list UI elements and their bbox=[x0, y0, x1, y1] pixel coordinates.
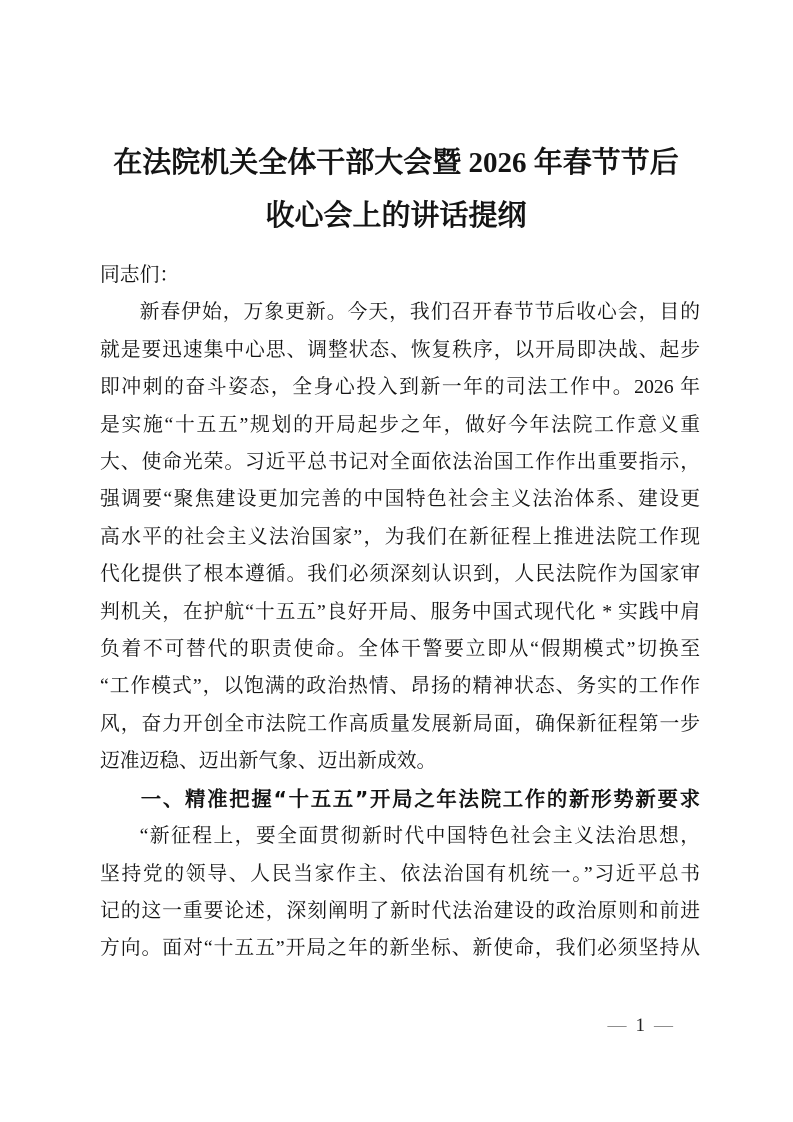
text-line: 新春伊始，万象更新。今天，我们召开春节节后收心会，目的 bbox=[139, 301, 700, 324]
text-line: 高水平的社会主义法治国家”，为我们在新征程上推进法院工作现 bbox=[100, 525, 700, 548]
page-footer bbox=[0, 1014, 673, 1038]
section-heading: 一、精准把握“十五五”开局之年法院工作的新形势新要求 bbox=[140, 786, 700, 811]
text-line: 方向。面对“十五五”开局之年的新坐标、新使命，我们必须坚持从 bbox=[100, 937, 700, 960]
text-line: 是实施“十五五”规划的开局起步之年，做好今年法院工作意义重 bbox=[100, 413, 700, 436]
text-line: 坚持党的领导、人民当家作主、依法治国有机统一。”习近平总书 bbox=[100, 862, 700, 885]
text-line: 判机关，在护航“十五五”良好开局、服务中国式现代化 * 实践中肩 bbox=[100, 600, 700, 623]
document-content bbox=[100, 257, 700, 968]
text-line: “新征程上，要全面贯彻新时代中国特色社会主义法治思想， bbox=[139, 825, 700, 848]
title-line-1: 在法院机关全体干部大会暨 2026 年春节节后 bbox=[113, 147, 679, 179]
text-line: 代化提供了根本遵循。我们必须深刻认识到，人民法院作为国家审 bbox=[100, 563, 700, 586]
text-line: “工作模式”，以饱满的政治热情、昂扬的精神状态、务实的工作作 bbox=[100, 675, 700, 698]
text-line: 大、使命光荣。习近平总书记对全面依法治国工作作出重要指示， bbox=[100, 451, 700, 474]
footer-dash-right: — bbox=[654, 1015, 673, 1036]
text-line: 负着不可替代的职责使命。全体干警要立即从“假期模式”切换至 bbox=[100, 638, 700, 661]
page-number: 1 bbox=[635, 1015, 645, 1036]
text-line: 强调要“聚焦建设更加完善的中国特色社会主义法治体系、建设更 bbox=[100, 488, 700, 511]
text-line: 就是要迅速集中心思、调整状态、恢复秩序，以开局即决战、起步 bbox=[100, 338, 700, 361]
footer-dash-left: — bbox=[607, 1015, 627, 1036]
document-title bbox=[96, 137, 696, 243]
text-line: 同志们： bbox=[100, 264, 180, 286]
text-line: 风，奋力开创全市法院工作高质量发展新局面，确保新征程第一步 bbox=[100, 712, 700, 735]
text-line: 记的这一重要论述，深刻阐明了新时代法治建设的政治原则和前进 bbox=[100, 899, 700, 922]
text-line: 迈准迈稳、迈出新气象、迈出新成效。 bbox=[100, 750, 437, 773]
text-line: 即冲刺的奋斗姿态，全身心投入到新一年的司法工作中。2026 年 bbox=[100, 376, 700, 399]
title-line-2: 收心会上的讲话提纲 bbox=[265, 200, 527, 232]
